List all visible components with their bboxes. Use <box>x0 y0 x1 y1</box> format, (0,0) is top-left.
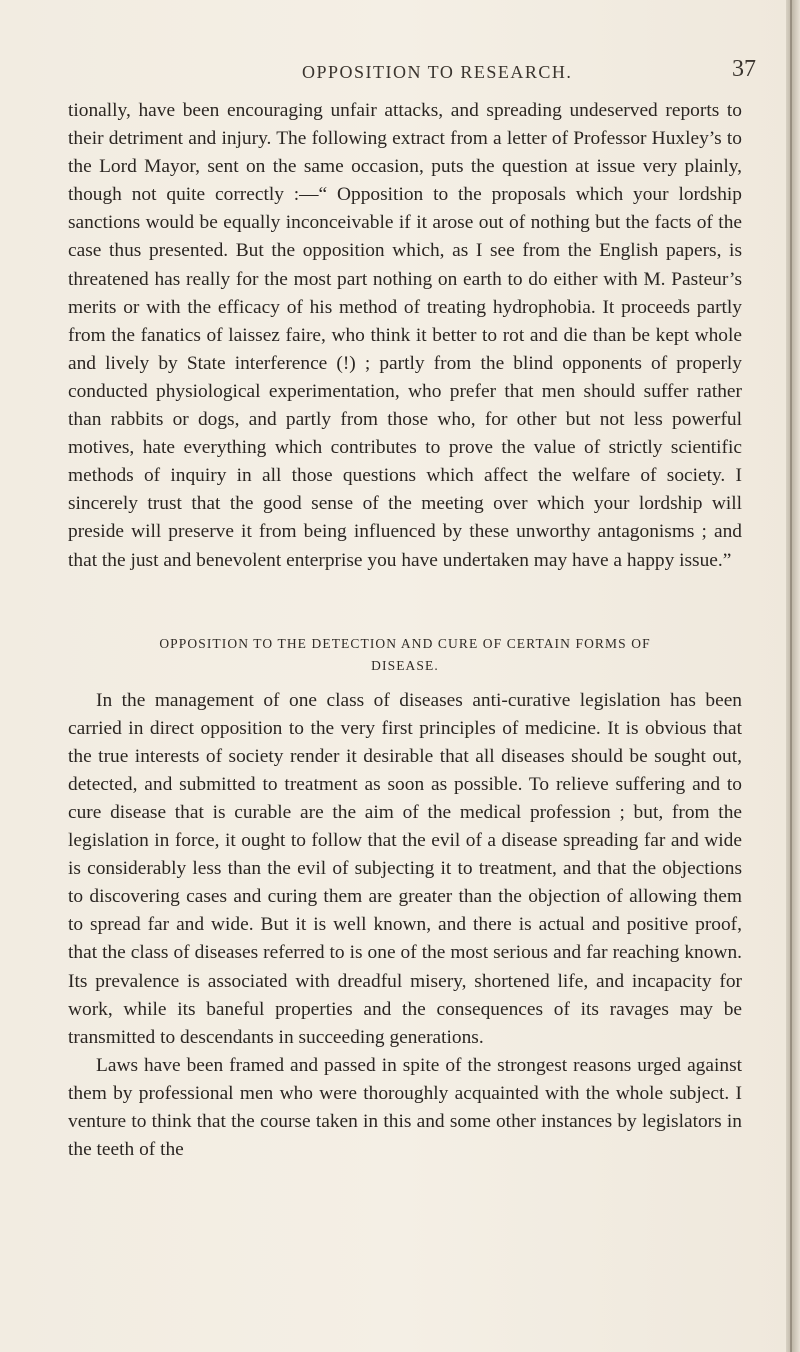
paragraph: Laws have been framed and passed in spite of the strongest reasons urged against them by professional men who were thoroughly acquainted with the whole subject. I venture to think that the course taken in this and some other instances by legislators in the teeth of the <box>68 1054 742 1161</box>
running-title: OPPOSITION TO RESEARCH. <box>302 62 573 82</box>
section-heading <box>68 633 742 677</box>
page-edge-shadow <box>786 0 800 1352</box>
running-head <box>0 56 800 92</box>
body-text <box>68 97 742 1164</box>
page-number: 37 <box>732 56 756 82</box>
paragraph: In the management of one class of diseases anti-curative legislation has been carried in direct opposition to the very first principles of medicine. It is obvious that the true interests of society render it desirable that all diseases should be sought out, detected, and submitted to treatment as soon as possible. To relieve suffering and to cure disease that is curable are the aim of the medical profession ; but, from the legislation in force, it ought to follow that the evil of a disease spreading far and wide is considerably less than the evil of subjecting it to treatment, and that the objections to discovering cases and curing them are greater than the objection of allowing them to spread far and wide. But it is well known, and there is actual and positive proof, that the class of diseases referred to is one of the most serious and far reaching known. Its prevalence is associated with dreadful misery, shortened life, and incapacity for work, while its baneful properties and the consequences of its ravages may be transmitted to descendants in succeeding generations. <box>68 689 742 1048</box>
section-heading-line-1: OPPOSITION TO THE DETECTION AND CURE OF CERTAIN FORMS OF <box>159 635 651 651</box>
paragraph-continued: tionally, have been encouraging unfair attacks, and spreading undeserved reports to their detriment and injury. The following extract from a letter of Professor Huxley’s to the Lord Mayor, sent on the same occasion, puts the question at issue very plainly, though not quite correctly :—“ Opposition to the proposals which your lordship sanctions would be equally inconceivable if it arose out of nothing but the facts of the case thus presented. But the opposition which, as I see from the English papers, is threatened has really for the most part nothing on earth to do either with M. Pasteur’s merits or with the efficacy of his method of treating hydrophobia. It proceeds partly from the fanatics of laissez faire, who think it better to rot and die than be kept whole and lively by State interference (!) ; partly from the blind opponents of properly conducted physiological experimentation, who prefer that men should suffer rather than rabbits or dogs, and partly from those who, for other but not less powerful motives, hate everything which contributes to prove the value of strictly scientific methods of inquiry in all those questions which affect the welfare of society. I sincerely trust that the good sense of the meeting over which your lordship will preside will preserve it from being influenced by these unworthy antagonisms ; and that the just and benevolent enterprise you have undertaken may have a happy issue.” <box>68 100 742 571</box>
section-heading-line-2: DISEASE. <box>371 657 439 673</box>
page-edge-line <box>790 0 792 1352</box>
